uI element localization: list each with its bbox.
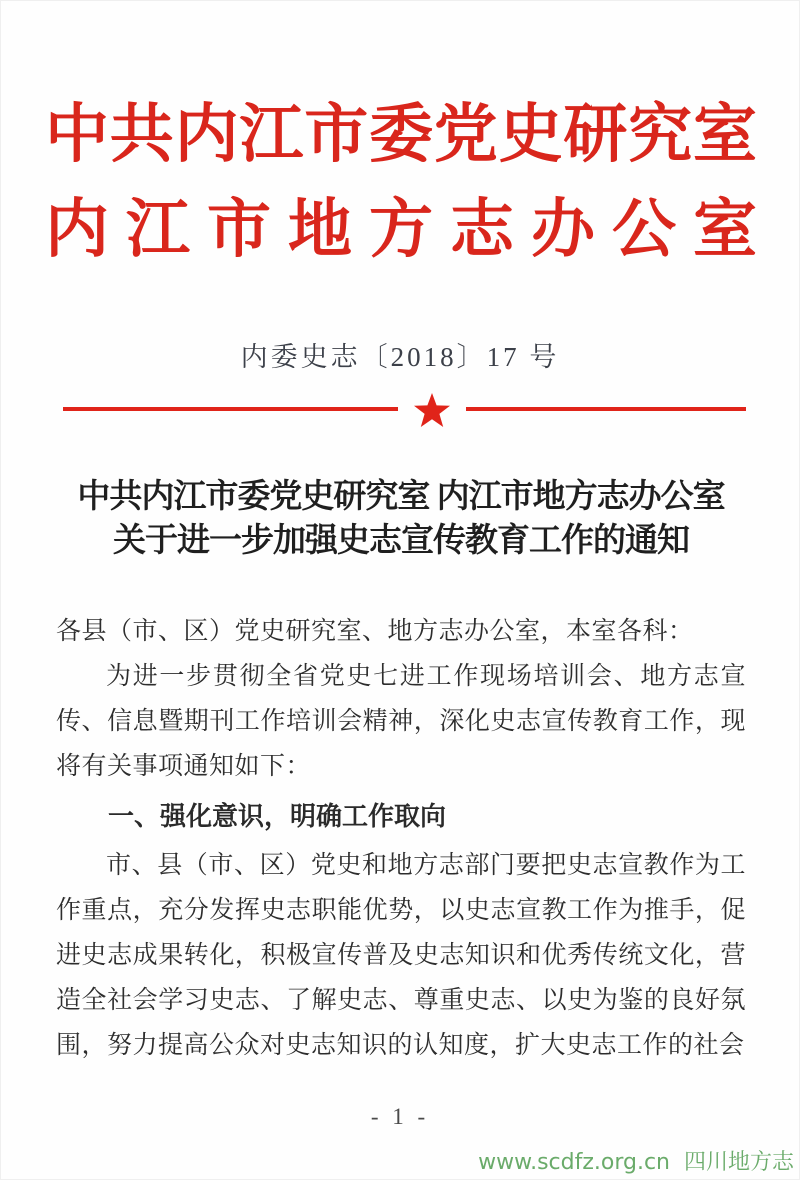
red-divider-line-right <box>466 407 746 411</box>
page-number: - 1 - <box>370 1104 430 1129</box>
section-1-heading: 一、强化意识，明确工作取向 <box>108 802 447 832</box>
notice-title <box>41 475 761 563</box>
salutation: 各县（市、区）党史研究室、地方志办公室，本室各科： <box>56 618 694 645</box>
document-number: 内委史志〔2018〕17 号 <box>240 342 560 372</box>
notice-title-line-1: 中共内江市委党史研究室 内江市地方志办公室 <box>77 479 725 515</box>
issuing-org-line-1: 中 共 内 江 市 委 党 史 研 究 室 <box>45 99 757 170</box>
intro-paragraph: 为进一步贯彻全省党史七进工作现场培训会、地方志宣传、信息暨期刊工作培训会精神，深化史志宣传教育工作，现将有关事项通知如下： <box>56 663 746 780</box>
red-divider-line-left <box>63 407 398 411</box>
site-watermark: www.scdfz.org.cn 四川地方志 <box>478 1150 794 1175</box>
notice-title-line-2: 关于进一步加强史志宣传教育工作的通知 <box>113 523 689 559</box>
red-star-icon <box>413 392 451 428</box>
issuing-org-header <box>45 87 757 277</box>
section-1-paragraph: 市、县（市、区）党史和地方志部门要把史志宣教作为工作重点，充分发挥史志职能优势，以史志宣教工作为推手，促进史志成果转化，积极宣传普及史志知识和优秀传统文化，营造全社会学习史志、了解史志、尊重史志、以史为鉴的良好氛围，努力提高公众对史志知识的认知度，扩大史志工作的社会 <box>56 852 746 1059</box>
issuing-org-line-2: 内 江 市 地 方 志 办 公 室 <box>45 194 757 265</box>
notice-body <box>56 609 746 1068</box>
